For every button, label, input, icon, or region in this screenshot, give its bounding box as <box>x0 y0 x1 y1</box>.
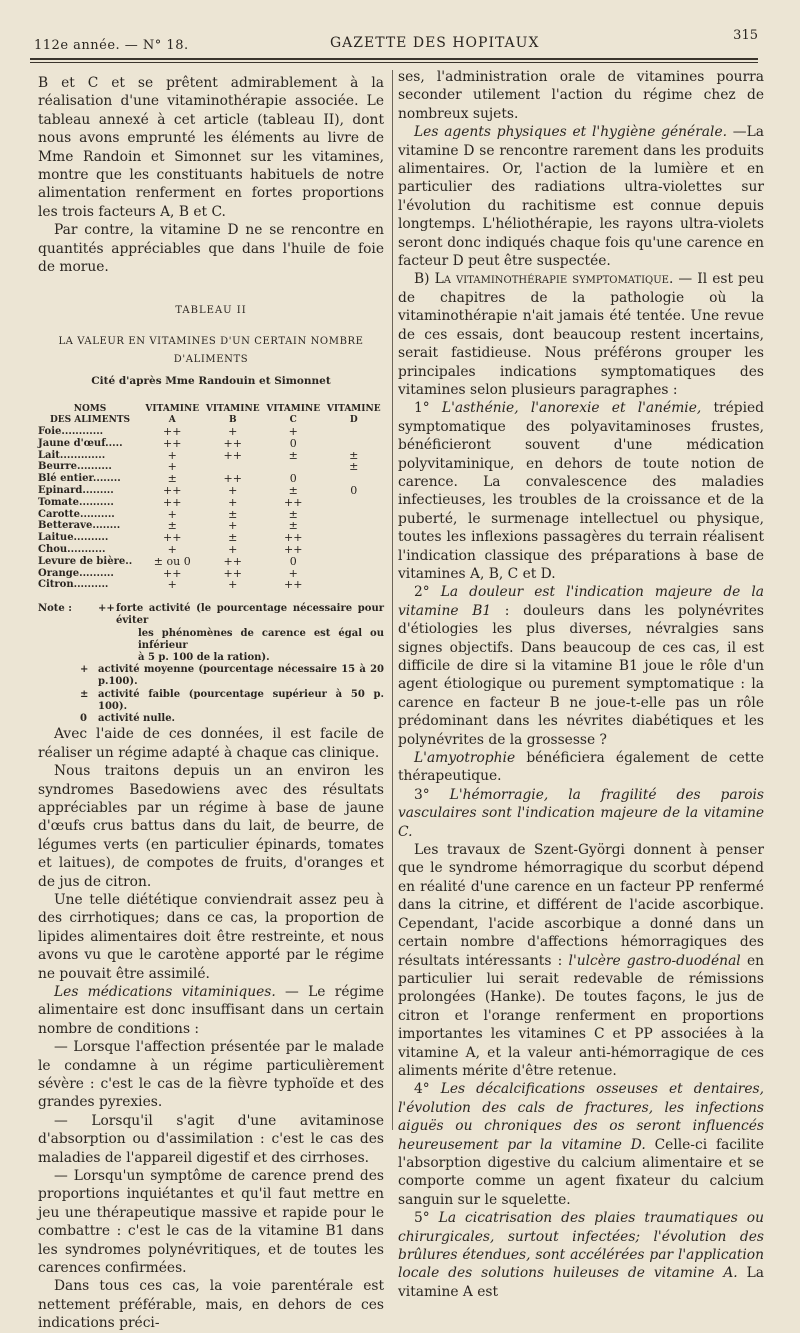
food-name: Blé entier........ <box>38 473 121 485</box>
vitamin-b-value: + <box>228 495 238 509</box>
food-name: Laitue.......... <box>38 532 109 544</box>
vitamin-c-value: + <box>288 566 298 580</box>
paragraph: B et C et se prêtent admirablement à la réalisation d'une vitaminothérapie associée. Le tableau annexé à cet article (tableau II), dont nous avons emprunté les éléments au livre de Mme Randoin et Simonnet sur les vitamines, montre que les constituants habituels de notre alimentation renferment en fortes proportions les trois facteurs A, B et C. <box>38 75 384 220</box>
vitamin-a-value: ++ <box>163 425 182 439</box>
vitamin-c-value: 0 <box>289 554 297 568</box>
note-line <box>38 603 384 627</box>
vitamin-c-value: ++ <box>284 531 303 545</box>
vitamin-a-value: ± <box>167 472 177 486</box>
note-text: activité moyenne (pourcentage nécessaire 15 à 20 p.100). <box>98 664 384 688</box>
table-row <box>38 438 384 450</box>
note-symbol: ++ <box>98 603 115 615</box>
food-name: Carotte.......... <box>38 508 115 520</box>
food-name: Tomate.......... <box>38 496 114 508</box>
note-text: forte activité (le pourcentage nécessaire pour éviter <box>116 603 384 627</box>
page-number: 315 <box>733 28 758 43</box>
section-heading: Les agents physiques et l'hygiène générale. <box>414 124 727 141</box>
vitamin-a-value: + <box>167 460 177 474</box>
vitamin-b-value: ++ <box>223 472 242 486</box>
vitamin-d-value <box>324 544 385 556</box>
vitamin-d-value <box>324 579 385 591</box>
vitamin-d-value: ± <box>349 448 359 462</box>
food-name: Lait............. <box>38 449 106 461</box>
journal-title: GAZETTE DES HOPITAUX <box>330 35 540 51</box>
food-name: Orange.......... <box>38 567 114 579</box>
vitamin-c-value: ++ <box>284 495 303 509</box>
vitamin-b-value: + <box>228 484 238 498</box>
note-symbol: + <box>80 664 89 676</box>
paragraph: Avec l'aide de ces données, il est facile de réaliser un régime adapté à chaque cas clinique. <box>38 726 384 761</box>
table-row <box>38 497 384 509</box>
vitamin-d-value <box>324 520 385 532</box>
note-text: les phénomènes de carence est égal ou inférieur <box>138 627 384 651</box>
table-row <box>38 509 384 521</box>
food-name: Foie............ <box>38 426 104 438</box>
food-name: Epinard......... <box>38 485 114 497</box>
vitamin-a-value: ++ <box>163 495 182 509</box>
food-name: Chou........... <box>38 544 106 556</box>
paragraph: B) La vitaminothérapie symptomatique. — Il est peu de chapitres de la pathologie où la vitaminothérapie n'ait jamais été tentée. Une revue de ces essais, dont beaucoup restent incertains, serait fastidieuse. Nous préférons grouper les principales indications symptomatiques des vitamines selon plusieurs paragraphes : <box>398 271 765 398</box>
left-column <box>38 74 384 1333</box>
vitamin-c-value: 0 <box>289 436 297 450</box>
table-row <box>38 426 384 438</box>
note-label: Note : <box>38 603 72 615</box>
header-vitamin-d: VITAMINE D <box>326 404 381 426</box>
column-divider <box>392 70 393 1130</box>
table-source: Cité d'après Mme Randouin et Simonnet <box>91 374 331 387</box>
vitamin-b-value: ++ <box>223 566 242 580</box>
food-name: Betterave........ <box>38 520 121 532</box>
table-body <box>38 426 384 591</box>
vitamin-b-value: + <box>228 425 238 439</box>
header-vitamin-c: VITAMINE C <box>266 404 321 426</box>
table-header-row <box>38 404 384 426</box>
vitamin-d-value <box>324 532 385 544</box>
table-row <box>38 556 384 568</box>
table-row <box>38 579 384 591</box>
vitamin-c-value: 0 <box>289 472 297 486</box>
vitamin-a-value: + <box>167 543 177 557</box>
paragraph: — Lorsqu'il s'agit d'une avitaminose d'absorption ou d'assimilation : c'est le cas des maladies de l'appareil digestif et des cirrhoses. <box>38 1112 384 1166</box>
vitamin-b-value: ± <box>228 531 238 545</box>
header-rule-thin <box>30 62 758 63</box>
vitamin-a-value: ++ <box>163 566 182 580</box>
paragraph: Les agents physiques et l'hygiène générale. —La vitamine D se rencontre rarement dans les produits alimentaires. Or, l'action de la lumière et en particulier des radiations ultra-violettes sur l'évolution du rachitisme est connue depuis longtemps. L'héliothérapie, les rayons ultra-violets seront donc indiqués chaque fois qu'une carence en facteur D peut être suspectée. <box>398 124 764 270</box>
table-note <box>38 603 384 725</box>
note-line <box>38 664 384 688</box>
header-vitamin-b: VITAMINE B <box>205 404 260 426</box>
table-row <box>38 568 384 580</box>
header-rule <box>30 58 758 60</box>
vitamin-d-value <box>324 556 385 568</box>
paragraph: Nous traitons depuis un an environ les syndromes Basedowiens avec des résultats appréciables par un régime à base de jaune d'œufs crus battus dans du lait, de beurre, de légumes verts (en particulier épinards, tomates et laitues), de compotes de fruits, d'oranges et de jus de citron. <box>38 763 384 890</box>
vitamin-d-value: ± <box>349 460 359 474</box>
table-title: TABLEAU II <box>175 305 247 317</box>
paragraph: 4° Les décalcifications osseuses et dentaires, l'évolution des cals de fractures, les infections aiguës ou chroniques des os seront influencés heureusement par la vitamine D. Celle-ci facilite l'absorption digestive du calcium alimentaire et se comporte comme un agent fixateur du calcium sanguin sur le squelette. <box>398 1081 764 1208</box>
paragraph: Les médications vitaminiques. — Le régime alimentaire est donc insuffisant dans un certain nombre de conditions : <box>38 983 384 1037</box>
paragraph: Une telle diététique conviendrait assez peu à des cirrhotiques; dans ce cas, la proportion de lipides alimentaires doit être restreinte, et nous avons vu que le carotène apporté par le régime ne pouvait être assimilé. <box>38 891 384 982</box>
vitamin-d-value <box>324 438 385 450</box>
paragraph: 3° L'hémorragie, la fragilité des parois vasculaires sont l'indication majeure de la vitamine C. <box>398 786 765 840</box>
vitamin-a-value: + <box>167 507 177 521</box>
table-row <box>38 520 384 532</box>
vitamin-b-value: ++ <box>223 554 242 568</box>
paragraph: L'amyotrophie bénéficiera également de cette thérapeutique. <box>398 750 764 785</box>
note-text: activité faible (pourcentage supérieur à 50 p. 100). <box>98 688 384 712</box>
food-name: Levure de bière.. <box>38 555 133 567</box>
vitamin-b-value: + <box>228 519 238 533</box>
paragraph: Les travaux de Szent-Györgi donnent à penser que le syndrome hémorragique du scorbut dépend en réalité d'une carence en un facteur PP renfermé dans la citrine, et différent de l'acide ascorbique. Cependant, l'acide ascorbique a donné dans un certain nombre d'affections hémorragiques des résultats intéressants : l'ulcère gastro-duodénal en particulier lui serait redevable de rémissions prolongées (Hanke). De toutes façons, le jus de citron et l'orange renferment en proportions importantes les vitamines C et PP associées à la vitamine A, et la valeur anti-hémorragique de ces aliments mérite d'être retenue. <box>398 842 764 1079</box>
paragraph: Dans tous ces cas, la voie parentérale est nettement préférable, mais, en dehors de ces indications préci- <box>38 1278 384 1332</box>
vitamin-c-value: + <box>288 425 298 439</box>
paragraph: 1° L'asthénie, l'anorexie et l'anémie, trépied symptomatique des polyavitaminoses frustes, bénéficieront souvent d'une médication polyvitaminique, en dehors de toute notion de carence. La convalescence des maladies infectieuses, les troubles de la croissance et de la puberté, le surmenage intellectuel ou physique, toutes les inflexions passagères du terrain réalisent l'indication classique des préparations à base de vitamines A, B, C et D. <box>398 400 765 582</box>
food-name: Beurre.......... <box>38 461 112 473</box>
vitamin-b-value: ++ <box>223 436 242 450</box>
table-row <box>38 450 384 462</box>
vitamin-a-value: ± ou 0 <box>153 554 191 568</box>
table-row <box>38 544 384 556</box>
table-row <box>38 461 384 473</box>
vitamin-c-value: ± <box>288 519 298 533</box>
paragraph: ses, l'administration orale de vitamines pourra seconder utilement l'action du régime chez de nombreux sujets. <box>398 69 764 122</box>
vitamin-table <box>38 404 384 591</box>
vitamin-d-value <box>324 426 385 438</box>
vitamin-a-value: + <box>167 448 177 462</box>
vitamin-b-value: + <box>228 578 238 592</box>
vitamin-c-value: ± <box>288 484 298 498</box>
food-name: Jaune d'œuf..... <box>38 437 123 449</box>
vitamin-a-value: + <box>167 578 177 592</box>
food-name: Citron.......... <box>38 579 109 591</box>
vitamin-b-value: ± <box>228 507 238 521</box>
table-row <box>38 473 384 485</box>
table-row <box>38 532 384 544</box>
table-subtitle: LA VALEUR EN VITAMINES D'UN CERTAIN NOMBRE D'ALIMENTS <box>58 335 364 366</box>
vitamin-a-value: ++ <box>163 531 182 545</box>
page-header <box>30 28 758 62</box>
vitamin-a-value: ++ <box>163 436 182 450</box>
vitamin-b-value: + <box>228 543 238 557</box>
vitamin-c-value: ++ <box>284 543 303 557</box>
vitamin-a-value: ± <box>167 519 177 533</box>
note-line <box>38 689 384 713</box>
vitamin-c-value: ± <box>288 507 298 521</box>
note-line <box>38 713 384 725</box>
section-heading: B) La vitaminothérapie symptomatique. <box>414 271 674 288</box>
vitamin-d-value <box>324 509 385 521</box>
note-text: à 5 p. 100 de la ration). <box>138 652 270 664</box>
note-symbol: 0 <box>80 713 87 725</box>
right-column <box>398 68 764 1301</box>
note-text: activité nulle. <box>98 713 176 725</box>
note-symbol: ± <box>80 688 89 700</box>
vitamin-c-value: ++ <box>284 578 303 592</box>
paragraph: 5° La cicatrisation des plaies traumatiques ou chirurgicales, surtout infectées; l'évolution des brûlures étendues, sont accélérées par l'application locale des solutions huileuses de vitamine A. La vitamine A est <box>398 1210 764 1300</box>
vitamin-b-value: ++ <box>223 448 242 462</box>
header-foods: NOMS DES ALIMENTS <box>49 404 131 426</box>
table-row <box>38 485 384 497</box>
paragraph: 2° La douleur est l'indication majeure de la vitamine B1 : douleurs dans les polynévrites d'étiologies les plus diverses, névralgies sans signes objectifs. Dans beaucoup de ces cas, il est difficile de dire si la vitamine B1 joue le rôle d'un agent étiologique ou purement symptomatique : la carence en facteur B ne joue-t-elle pas un rôle prédominant dans les névrites diabétiques et les polynévrites de la grossesse ? <box>398 584 764 748</box>
paragraph: Par contre, la vitamine D ne se rencontre en quantités appréciables que dans l'huile de foie de morue. <box>38 222 384 276</box>
vitamin-d-value <box>324 568 385 580</box>
vitamin-c-value: ± <box>288 448 298 462</box>
vitamin-d-value <box>324 497 385 509</box>
paragraph: — Lorsque l'affection présentée par le malade le condamne à un régime particulièrement sévère : c'est le cas de la fièvre typhoïde et des grandes pyrexies. <box>38 1039 384 1111</box>
vitamin-d-value: 0 <box>350 484 358 498</box>
issue-number: 112e année. — N° 18. <box>34 38 189 53</box>
paragraph: — Lorsqu'un symptôme de carence prend des proportions inquiétantes et qu'il faut mettre en jeu une thérapeutique massive et rapide pour le combattre : c'est le cas de la vitamine B1 dans les syndromes polynévritiques, et de toutes les carences confirmées. <box>38 1168 384 1277</box>
vitamin-a-value: ++ <box>163 484 182 498</box>
section-heading: Les médications vitaminiques. <box>54 983 276 1000</box>
header-vitamin-a: VITAMINE A <box>145 404 200 426</box>
